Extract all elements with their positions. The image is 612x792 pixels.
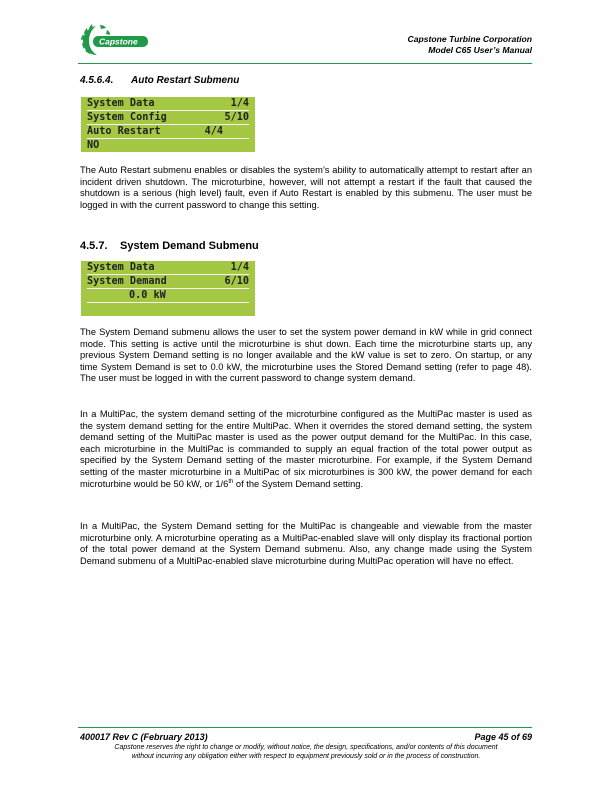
lcd-display-auto-restart [81,97,255,152]
manual-title: Model C65 User’s Manual [428,44,532,55]
lcd-row-index: 4/4 [204,126,223,137]
lcd-row [87,289,249,303]
page-number: Page 45 of 69 [474,732,532,742]
lcd-row-value: NO [87,140,100,151]
lcd-row [87,97,249,111]
company-name: Capstone Turbine Corporation [407,34,532,44]
paragraph-text: of the System Demand setting. [233,478,364,489]
header-divider [78,63,532,64]
system-demand-paragraph-3: In a MultiPac, the System Demand setting for the MultiPac is changeable and viewable from the master microturbine only. A microturbine operating as a MultiPac-enabled slave will only display its fractional portion of the total power demand at the System Demand submenu. Also, any change made using the System Demand submenu of a MultiPac-enabled slave microturbine during MultiPac operation will have no effect. [80,521,532,566]
section-number: 4.5.7. [80,240,108,252]
section-title: Auto Restart Submenu [131,75,240,86]
lcd-display-system-demand [81,261,255,316]
document-id: 400017 Rev C (February 2013) [80,732,208,742]
logo-text: Capstone [99,36,138,47]
page-header [78,22,532,64]
lcd-row-index: 6/10 [224,276,249,287]
lcd-row-index: 1/4 [230,98,249,109]
lcd-demand-value: 0.0 kW [129,290,166,301]
lcd-row [87,111,249,125]
disclaimer-line: Capstone reserves the right to change or modify, without notice, the design, specifications, and/or contents of this document [114,744,498,751]
lcd-row-blank [87,303,249,316]
section-heading-system-demand [80,240,259,252]
ordinal-superscript: th [228,478,234,485]
section-number: 4.5.6.4. [80,75,114,86]
lcd-row-index: 1/4 [230,262,249,273]
auto-restart-paragraph: The Auto Restart submenu enables or disables the system’s ability to automatically attempt to restart after an incident driven shutdown. The microturbine, however, will not attempt a restart if the fault that caused the shutdown is a serious (high level) fault, even if Auto Restart is enabled by this submenu. The user must be logged in with the current password to change this setting. [80,165,532,210]
section-title: System Demand Submenu [120,240,259,252]
lcd-row [87,139,249,152]
lcd-row-label: System Data [87,98,155,109]
capstone-logo [78,22,158,58]
paragraph-text: In a MultiPac, the system demand setting of the microturbine configured as the MultiPac master is used as the system demand setting for the entire MultiPac. When it overrides the stored demand setting, the system demand setting of the MultiPac master is used as the power output demand for the MultiPac. In this case, each microturbine in the MultiPac is commanded to supply an equal fraction of the total power output as specified by the System Demand setting of the master microturbine. For example, if the System Demand setting of the master microturbine in a MultiPac of six microturbines is 300 kW, the power demand for each microturbine would be 50 kW, or 1/6 [80,409,532,489]
footer-disclaimer [80,743,532,761]
lcd-row [87,275,249,289]
lcd-row [87,261,249,275]
lcd-row [87,125,249,139]
system-demand-paragraph-2 [80,409,532,490]
disclaimer-line: without incurring any obligation either with respect to equipment previously sold or in the process of construction. [131,753,481,760]
lcd-row-label: System Demand [87,276,167,287]
lcd-row-index: 5/10 [224,112,249,123]
lcd-row-label: Auto Restart [87,126,161,137]
lcd-row-label: System Data [87,262,155,273]
system-demand-paragraph-1: The System Demand submenu allows the user to set the system power demand in kW while in grid connect mode. This setting is active until the microturbine is shut down. Each time the microturbine starts up, any previous System Demand setting is no longer available and the kW value is set to zero. On startup, or any time System Demand is set to 0.0 kW, the microturbine uses the Stored Demand setting (refer to page 48). The user must be logged in with the current password to change system demand. [80,327,532,384]
lcd-row-label: System Config [87,112,167,123]
header-info [408,34,532,55]
footer-divider [78,727,532,728]
section-heading-auto-restart [80,75,239,86]
